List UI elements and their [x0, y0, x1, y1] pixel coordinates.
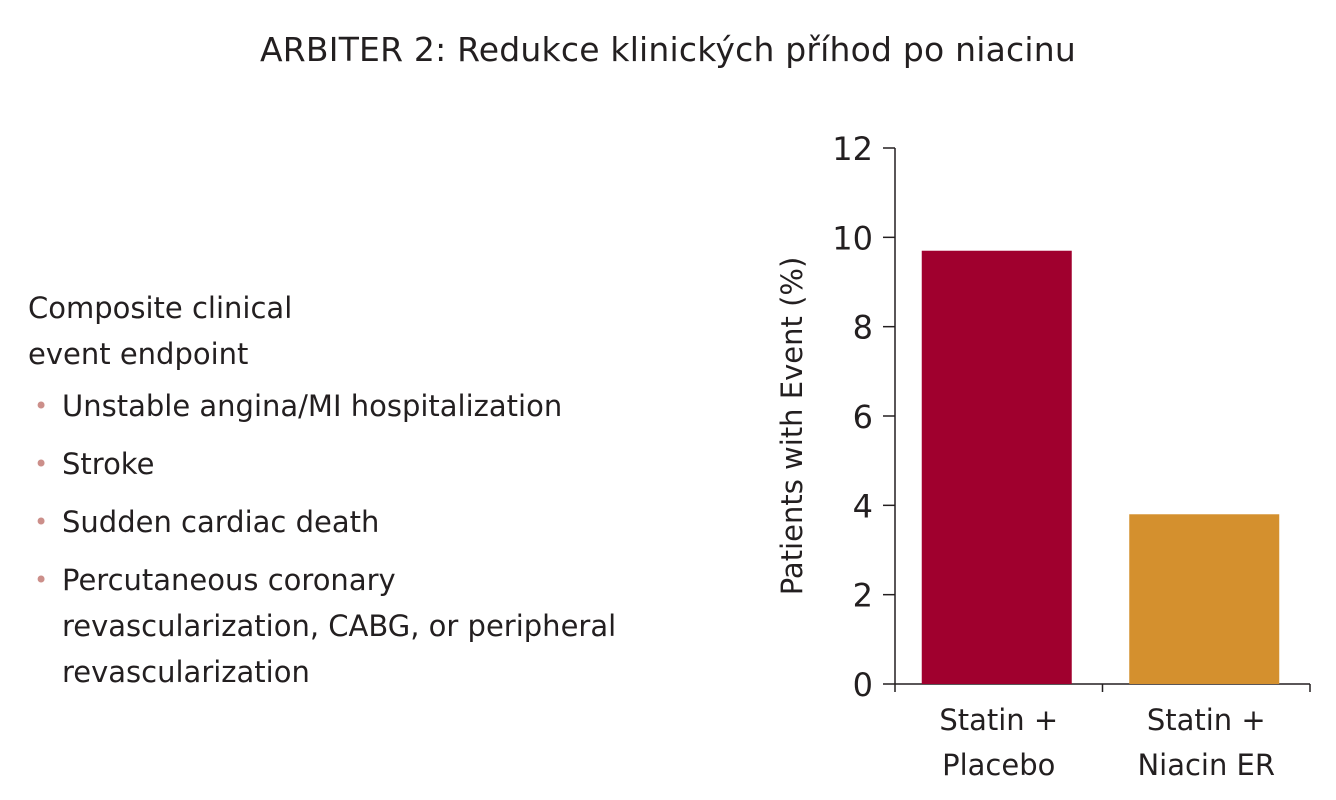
list-item-text: Stroke	[62, 447, 155, 481]
chart-title: ARBITER 2: Redukce klinických příhod po niacinu	[260, 30, 1076, 69]
bar	[922, 251, 1072, 684]
bar	[1129, 514, 1279, 684]
y-tick-label: 10	[832, 219, 873, 258]
list-item-text: Percutaneous coronary revascularization, CABG, or peripheral revascularization	[62, 563, 617, 689]
y-tick-label: 2	[852, 576, 873, 615]
x-tick-label: Statin +	[939, 703, 1059, 737]
bullet-icon: •	[34, 450, 49, 478]
y-tick-label: 0	[852, 666, 873, 704]
x-tick-label: Niacin ER	[1137, 748, 1276, 782]
x-tick-label: Statin +	[1146, 703, 1266, 737]
bullet-icon: •	[34, 508, 49, 536]
list-item-text: Sudden cardiac death	[62, 505, 380, 539]
y-tick-label: 6	[852, 398, 873, 436]
y-axis-title: Patients with Event (%)	[775, 256, 809, 596]
endpoint-heading: Composite clinical event endpoint	[28, 291, 293, 371]
y-tick-label: 12	[832, 130, 873, 168]
bullet-icon: •	[34, 392, 49, 420]
y-tick-label: 8	[852, 308, 873, 347]
list-item-text: Unstable angina/MI hospitalization	[62, 389, 563, 423]
x-tick-label: Placebo	[942, 748, 1056, 782]
bullet-icon: •	[34, 566, 49, 594]
y-tick-label: 4	[852, 487, 873, 526]
